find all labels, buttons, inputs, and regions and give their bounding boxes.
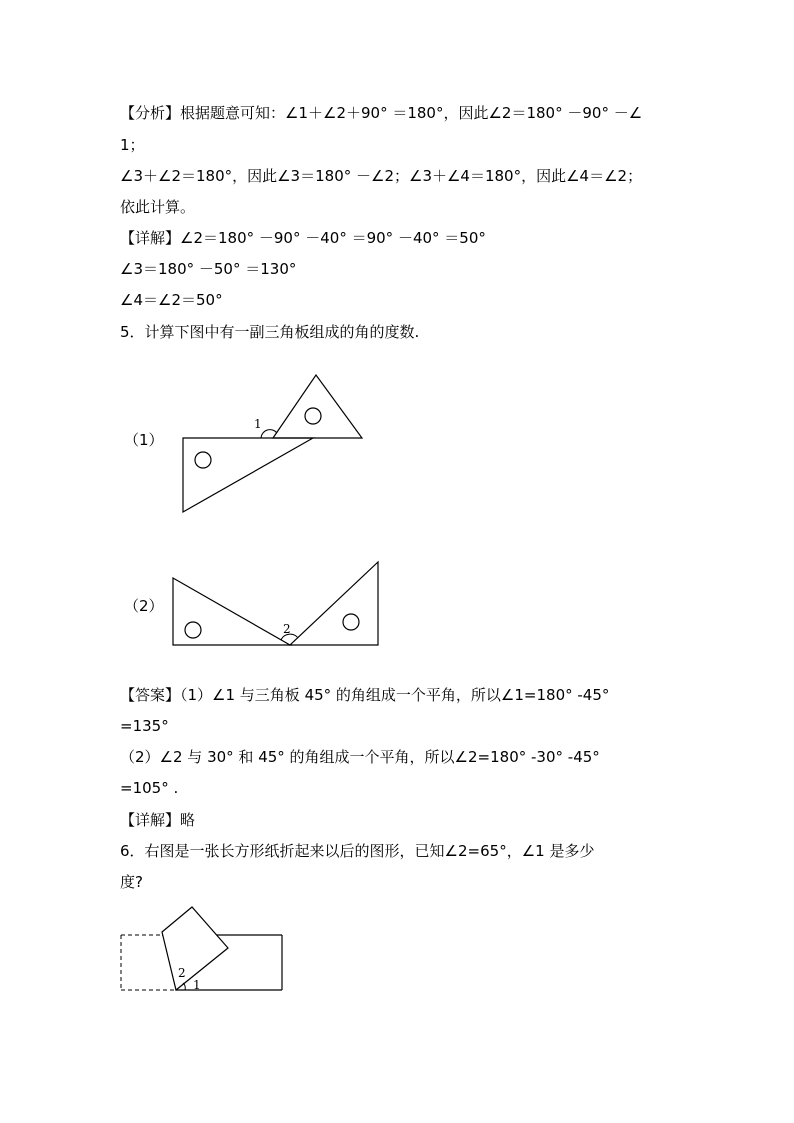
angle-2-label: 2 [178,966,186,980]
q5-answer-line-4: =105° . [120,779,179,797]
folded-paper-figure [115,900,290,995]
q5-answer-line-2: =135° [120,717,169,735]
figure-2-triangles [165,555,385,650]
triangle-hole-circle [343,614,359,630]
angle-1-arc [261,430,277,438]
triangle-hole-circle [305,408,321,424]
question-6-title-line-2: 度? [120,873,143,891]
question-6-title-line-1: 6．右图是一张长方形纸折起来以后的图形，已知∠2=65°，∠1 是多少 [120,842,595,860]
triangle-hole-circle [185,622,201,638]
angle-2-label: 2 [283,622,291,636]
figure-2-label: （2） [124,597,164,615]
detail-line-2: ∠3＝180° －50° ＝130° [120,260,297,278]
detail-line-3: ∠4＝∠2＝50° [120,291,223,309]
figure-1-triangles [170,365,370,520]
angle-1-label: 1 [193,978,201,992]
analysis-line-2: 1； [120,136,145,154]
triangle-45 [290,562,378,645]
angle-1-arc [183,983,185,990]
triangle-hole-circle [195,452,211,468]
triangle-45 [273,375,362,438]
triangle-30-60 [183,438,313,512]
analysis-line-1: 【分析】根据题意可知：∠1＋∠2＋90° ＝180°，因此∠2＝180° －90° －∠ [120,104,643,122]
figure-1-label: （1） [124,431,164,449]
detail-line-1: 【详解】∠2＝180° －90° －40° ＝90° －40° ＝50° [120,229,486,247]
question-5-title: 5．计算下图中有一副三角板组成的角的度数. [120,323,420,341]
analysis-line-3: ∠3＋∠2＝180°，因此∠3＝180° －∠2；∠3＋∠4＝180°，因此∠4＝∠2； [120,167,643,185]
analysis-line-4: 依此计算。 [120,198,196,216]
q5-answer-line-3: （2）∠2 与 30° 和 45° 的角组成一个平角，所以∠2=180° -30° -45° [120,748,600,766]
q5-detail: 【详解】略 [120,811,196,829]
q5-answer-line-1: 【答案】（1）∠1 与三角板 45° 的角组成一个平角，所以∠1=180° -45° [120,686,610,704]
angle-1-label: 1 [254,417,262,431]
triangle-30-60 [173,578,290,645]
